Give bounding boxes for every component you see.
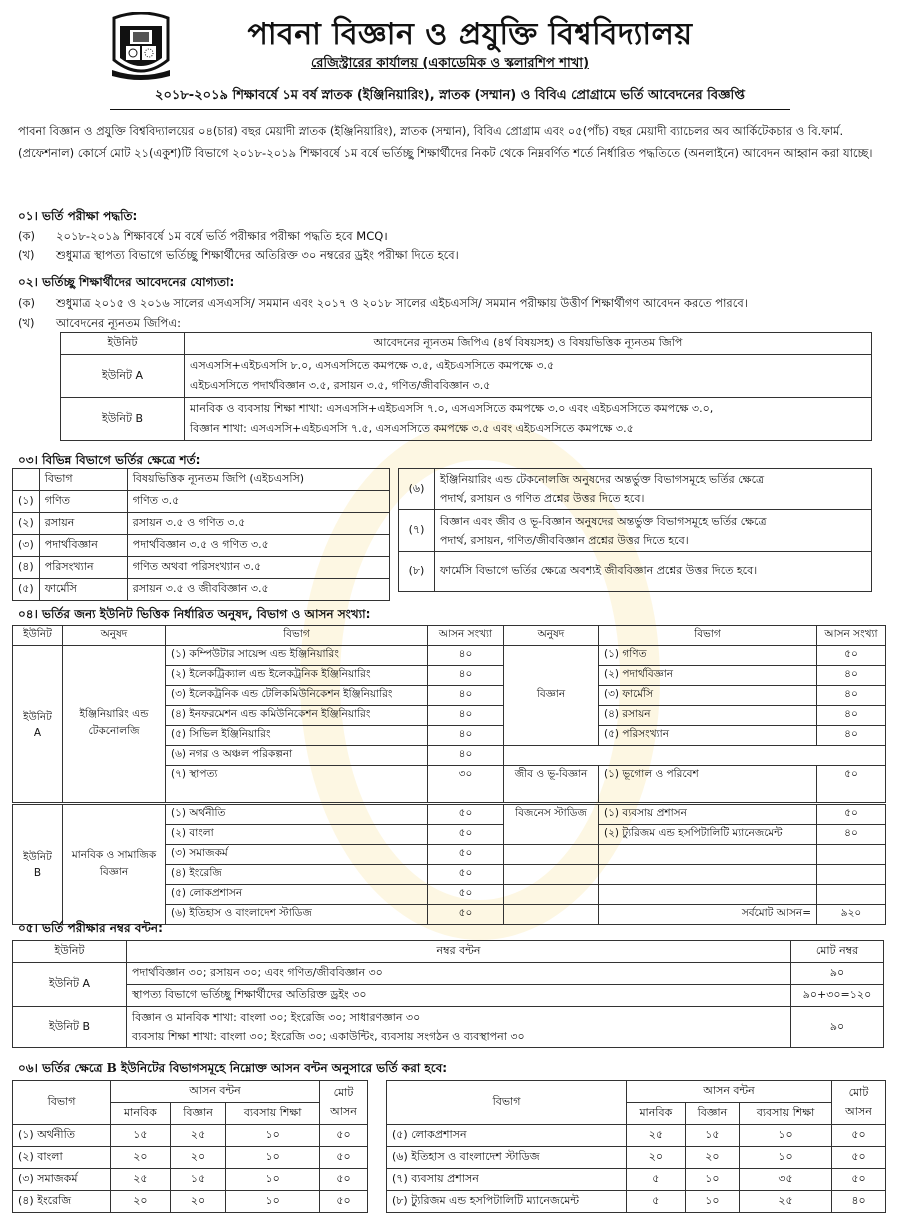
marks-cell: স্থাপত্য বিভাগে ভর্তিচ্ছু শিক্ষার্থীদের অতিরিক্ত ড্রইং ৩০ — [127, 985, 791, 1007]
condition-line: ইঞ্জিনিয়ারিং এন্ড টেকনোলজি অনুষদের অন্তর্ভুক্ত বিভাগসমূহে ভর্তির ক্ষেত্রে — [440, 473, 765, 486]
dept-cell: (২) বাংলা — [13, 1147, 111, 1169]
table-row — [13, 1125, 368, 1147]
table-row — [13, 535, 390, 557]
table-row — [13, 985, 884, 1007]
seat-cell: ৫০ — [428, 865, 504, 885]
marks-cell: পদার্থবিজ্ঞান ৩০; রসায়ন ৩০; এবং গণিত/জীববিজ্ঞান ৩০ — [127, 963, 791, 985]
header-cell: বিজ্ঞান — [170, 1103, 225, 1125]
intro-paragraph: পাবনা বিজ্ঞান ও প্রযুক্তি বিশ্ববিদ্যালয়ের ০৪(চার) বছর মেয়াদী স্নাতক (ইঞ্জিনিয়ারিং), স্নাতক (সম্মান), বিবিএ প্রোগ্রাম এবং ০৫(পাঁচ) বছর মেয়াদী ব্যাচেলর অব আর্কিটেকচার ও বি.ফার্ম. (প্রফেশনাল) কোর্সে মোট ২১(একুশ)টি বিভাগে ২০১৮-২০১৯ শিক্ষাবর্ষে ১ম বর্ষে ভর্তিচ্ছু শিক্ষার্থীদের নিকট থেকে নিম্নবর্ণিত শর্তে নির্ধারিত পদ্ধতিতে (অনলাইনে) আবেদন আহ্বান করা যাচ্ছে। — [18, 124, 873, 160]
dept-cell: রসায়ন — [39, 513, 127, 535]
seat-cell: ৫০ — [817, 804, 886, 825]
dept-cell: (৩) ইলেকট্রনিক এন্ড টেলিকমিউনিকেশন ইঞ্জিনিয়ারিং — [166, 686, 428, 706]
section-1-title: ০১। ভর্তি পরীক্ষা পদ্ধতি: — [18, 209, 138, 223]
seat-cell: ৩০ — [428, 766, 504, 804]
office-subtitle: রেজিস্ট্রারের কার্যালয় (একাডেমিক ও স্কলারশিপ শাখা) — [310, 56, 590, 71]
unit-cell: ইউনিট A — [13, 963, 127, 1007]
section-2-title: ০২। ভর্তিচ্ছু শিক্ষার্থীদের আবেদনের যোগ্যতা: — [18, 275, 235, 289]
total-cell: ৫০ — [320, 1191, 368, 1213]
header-cell: মানবিক — [111, 1103, 171, 1125]
seat-cell: ২৫ — [627, 1125, 686, 1147]
requirement-line: এইচএসসিতে পদার্থবিজ্ঞান ৩.৫, রসায়ন ৩.৫, গণিত/জীববিজ্ঞান ৩.৫ — [190, 379, 491, 392]
seat-cell: ৪০ — [817, 686, 886, 706]
university-title: পাবনা বিজ্ঞান ও প্রযুক্তি বিশ্ববিদ্যালয় — [247, 17, 693, 52]
dept-cell: (৪) ইংরেজি — [166, 865, 428, 885]
dept-cell: (৫) লোকপ্রশাসন — [166, 885, 428, 905]
dept-cell: (৮) ট্যুরিজম এন্ড হসপিটালিটি ম্যানেজমেন্ট — [387, 1191, 627, 1213]
total-cell: ৫০ — [320, 1147, 368, 1169]
row-mark: (১) — [13, 491, 40, 513]
unit-b-allocation-table-right — [386, 1080, 886, 1213]
header-cell — [13, 469, 40, 491]
seat-cell: ৫০ — [428, 845, 504, 865]
dept-cell: (২) পদার্থবিজ্ঞান — [599, 666, 817, 686]
condition-line: পদার্থ, রসায়ন ও গণিত প্রশ্নের উত্তর দিতে হবে। — [440, 492, 645, 505]
table-row — [13, 579, 390, 601]
requirement-line: বিজ্ঞান শাখা: এসএসসি+এইচএসসি ৭.৫, এসএসসিতে কমপক্ষে ৩.৫ এবং এইচএসসিতে কমপক্ষে ৩.৫ — [190, 422, 634, 435]
table-row — [13, 1191, 368, 1213]
total-cell: ৯০+৩০=১২০ — [791, 985, 884, 1007]
table-row — [387, 1125, 886, 1147]
dept-cell: (৫) পরিসংখ্যান — [599, 726, 817, 746]
dept-cell: (৪) রসায়ন — [599, 706, 817, 726]
gpa-table — [60, 332, 872, 441]
row-mark: (৮) — [399, 552, 435, 592]
seat-cell: ২০ — [111, 1147, 171, 1169]
header-cell: বিভাগ — [39, 469, 127, 491]
seat-cell: ১০ — [226, 1191, 320, 1213]
header-cell: আসন বন্টন — [111, 1081, 320, 1103]
table-row — [13, 557, 390, 579]
header-cell: আসন সংখ্যা — [428, 626, 504, 646]
notice-headline: ২০১৮-২০১৯ শিক্ষাবর্ষে ১ম বর্ষ স্নাতক (ইঞ্জিনিয়ারিং), স্নাতক (সম্মান) ও বিবিএ প্রোগ্রামে ভর্তি আবেদনের বিজ্ঞপ্তি — [110, 86, 790, 110]
seat-cell: ৫০ — [428, 825, 504, 845]
seat-cell: ৫ — [627, 1169, 686, 1191]
gp-cell: গণিত ৩.৫ — [127, 491, 389, 513]
dept-cell: (৬) নগর ও অঞ্চল পরিকল্পনা — [166, 746, 428, 766]
seat-cell: ৪০ — [817, 666, 886, 686]
table-row — [399, 552, 872, 592]
row-mark: (৬) — [399, 469, 435, 510]
unit-cell: ইউনিট B — [13, 804, 63, 925]
total-cell: ৯০ — [791, 963, 884, 985]
header-cell: মোট আসন — [832, 1081, 886, 1125]
seat-cell: ২০ — [170, 1147, 225, 1169]
faculty-cell: ইঞ্জিনিয়ারিং এন্ড টেকনোলজি — [63, 646, 166, 804]
gp-cell: রসায়ন ৩.৫ ও গণিত ৩.৫ — [127, 513, 389, 535]
dept-cell: (৭) স্থাপত্য — [166, 766, 428, 804]
seat-cell: ১০ — [226, 1147, 320, 1169]
table-row — [399, 469, 872, 510]
section-5-title: ০৫। ভর্তি পরীক্ষার নম্বর বন্টন: — [18, 921, 163, 935]
table-row — [387, 1147, 886, 1169]
title-part: ইউনিটের বিভাগসমূহে নিম্নোক্ত আসন বন্টন অনুসারে ভর্তি করা হবে: — [116, 1061, 448, 1075]
seat-cell: ২০ — [170, 1191, 225, 1213]
faculty-cell: মানবিক ও সামাজিক বিজ্ঞান — [63, 804, 166, 925]
seat-cell: ৫ — [627, 1191, 686, 1213]
gp-cell: রসায়ন ৩.৫ ও জীববিজ্ঞান ৩.৫ — [127, 579, 389, 601]
gp-cell: পদার্থবিজ্ঞান ৩.৫ ও গণিত ৩.৫ — [127, 535, 389, 557]
dept-cell: (১) কম্পিউটার সায়েন্স এন্ড ইঞ্জিনিয়ারিং — [166, 646, 428, 666]
table-row — [387, 1169, 886, 1191]
total-cell: ৫০ — [832, 1147, 886, 1169]
faculty-cell: বিজনেস স্টাডিজ — [504, 804, 599, 845]
item-mark: (ক) — [18, 229, 36, 243]
unit-cell: ইউনিট A — [61, 355, 185, 398]
title-part: B — [106, 1061, 117, 1075]
dept-cell: (৪) ইনফরমেশন এন্ড কমিউনিকেশন ইঞ্জিনিয়ারিং — [166, 706, 428, 726]
seat-cell: ২৫ — [111, 1169, 171, 1191]
item-text: আবেদনের ন্যূনতম জিপিএ: — [56, 316, 181, 330]
department-gp-table — [12, 468, 390, 601]
section-1-item — [18, 228, 388, 247]
item-mark: (খ) — [18, 248, 35, 262]
total-cell: ৫০ — [320, 1125, 368, 1147]
seat-cell: ৩৫ — [740, 1169, 832, 1191]
header-cell: বিভাগ — [13, 1081, 111, 1125]
seat-cell: ৪০ — [428, 686, 504, 706]
faculty-cell: বিজ্ঞান — [504, 646, 599, 746]
item-text: শুধুমাত্র স্থাপত্য বিভাগে ভর্তিচ্ছু শিক্ষার্থীদের অতিরিক্ত ৩০ নম্বরের ড্রইং পরীক্ষা দিতে হবে। — [56, 248, 459, 262]
dept-cell: (১) অর্থনীতি — [13, 1125, 111, 1147]
seat-cell: ৫০ — [817, 646, 886, 666]
item-text: শুধুমাত্র ২০১৫ ও ২০১৬ সালের এসএসসি/ সমমান এবং ২০১৭ ও ২০১৮ সালের এইচএসসি/ সমমান পরীক্ষায় উত্তীর্ণ শিক্ষার্থীগণ আবেদন করতে পারবে। — [56, 296, 748, 310]
table-row — [13, 963, 884, 985]
item-mark: (ক) — [18, 296, 36, 310]
row-mark: (৭) — [399, 510, 435, 552]
item-text: ২০১৮-২০১৯ শিক্ষাবর্ষে ১ম বর্ষে ভর্তি পরীক্ষার পরীক্ষা পদ্ধতি হবে MCQ। — [56, 229, 388, 243]
table-row — [387, 1191, 886, 1213]
header-cell: আসন বন্টন — [627, 1081, 832, 1103]
header-cell: ইউনিট — [13, 941, 127, 963]
table-row — [61, 398, 872, 441]
header-cell: আবেদনের ন্যূনতম জিপিএ (৪র্থ বিষয়সহ) ও বিষয়ভিত্তিক ন্যূনতম জিপি — [185, 333, 872, 355]
dept-cell: (৩) ফার্মেসি — [599, 686, 817, 706]
seat-cell: ৪০ — [428, 726, 504, 746]
header-cell: বিজ্ঞান — [685, 1103, 739, 1125]
seat-cell: ১০ — [685, 1191, 739, 1213]
dept-cell: (৩) সমাজকর্ম — [13, 1169, 111, 1191]
total-cell: ৪০ — [832, 1191, 886, 1213]
dept-cell: (১) ব্যবসায় প্রশাসন — [599, 804, 817, 825]
seat-cell: ২৫ — [740, 1191, 832, 1213]
seat-cell: ১৫ — [111, 1125, 171, 1147]
seat-cell: ১৫ — [170, 1169, 225, 1191]
seat-cell: ২০ — [111, 1191, 171, 1213]
seat-cell: ৫০ — [428, 885, 504, 905]
header-cell: ব্যবসায় শিক্ষা — [226, 1103, 320, 1125]
header — [0, 0, 900, 108]
gp-cell: গণিত অথবা পরিসংখ্যান ৩.৫ — [127, 557, 389, 579]
row-mark: (৩) — [13, 535, 40, 557]
header-cell: মানবিক — [627, 1103, 686, 1125]
unit-cell: ইউনিট A — [13, 646, 63, 804]
seat-table — [12, 625, 886, 925]
table-row — [13, 804, 886, 825]
total-cell: ৫০ — [832, 1125, 886, 1147]
dept-cell: (৩) সমাজকর্ম — [166, 845, 428, 865]
section-4-title: ০৪। ভর্তির জন্য ইউনিট ভিত্তিক নির্ধারিত অনুষদ, বিভাগ ও আসন সংখ্যা: — [18, 607, 371, 621]
header-cell: বিভাগ — [599, 626, 817, 646]
seat-cell: ৫০ — [817, 766, 886, 804]
title-part: ০৬। ভর্তির ক্ষেত্রে — [18, 1061, 107, 1075]
dept-cell: ফার্মেসি — [39, 579, 127, 601]
header-cell: মোট আসন — [320, 1081, 368, 1125]
table-row — [13, 1007, 884, 1048]
item-mark: (খ) — [18, 316, 35, 330]
table-row — [13, 513, 390, 535]
seat-cell: ৫০ — [428, 804, 504, 825]
dept-cell: (২) ট্যুরিজম এন্ড হসপিটালিটি ম্যানেজমেন্ট — [599, 825, 817, 845]
seat-cell: ৪০ — [817, 726, 886, 746]
total-label: সর্বমোট আসন= — [599, 905, 817, 925]
dept-cell: (৬) ইতিহাস ও বাংলাদেশ স্টাডিজ — [166, 905, 428, 925]
dept-cell: (১) গণিত — [599, 646, 817, 666]
dept-cell: (৫) সিভিল ইঞ্জিনিয়ারিং — [166, 726, 428, 746]
total-cell: ৫০ — [832, 1169, 886, 1191]
seat-cell: ৪০ — [428, 666, 504, 686]
header-cell: ব্যবসায় শিক্ষা — [740, 1103, 832, 1125]
department-conditions-table — [398, 468, 872, 592]
section-6-title — [18, 1060, 447, 1080]
unit-cell: ইউনিট B — [13, 1007, 127, 1048]
unit-cell: ইউনিট B — [61, 398, 185, 441]
header-cell: বিভাগ — [166, 626, 428, 646]
header-cell: বিভাগ — [387, 1081, 627, 1125]
requirement-line: মানবিক ও ব্যবসায় শিক্ষা শাখা: এসএসসি+এইচএসসি ৭.০, এসএসসিতে কমপক্ষে ৩.০ এবং এইচএসসিতে কমপক্ষে ৩.০, — [190, 402, 714, 415]
seat-cell: ১০ — [685, 1169, 739, 1191]
section-1-item — [18, 247, 459, 266]
header-cell: বিষয়ভিত্তিক ন্যূনতম জিপি (এইচএসসি) — [127, 469, 389, 491]
seat-cell: ১০ — [740, 1147, 832, 1169]
total-cell: ৯০ — [791, 1007, 884, 1048]
university-seal-icon — [110, 12, 172, 82]
header-cell: ইউনিট — [61, 333, 185, 355]
seat-cell: ৪০ — [428, 706, 504, 726]
row-mark: (৫) — [13, 579, 40, 601]
dept-cell: (২) ইলেকট্রিক্যাল এন্ড ইলেকট্রনিক ইঞ্জিনিয়ারিং — [166, 666, 428, 686]
marks-table — [12, 940, 884, 1048]
seat-cell: ১৫ — [685, 1125, 739, 1147]
seat-cell: ৪০ — [428, 646, 504, 666]
dept-cell: (৭) ব্যবসায় প্রশাসন — [387, 1169, 627, 1191]
header-cell: নম্বর বন্টন — [127, 941, 791, 963]
seat-cell: ৫০ — [428, 905, 504, 925]
header-cell: আসন সংখ্যা — [817, 626, 886, 646]
section-3-title: ০৩। বিভিন্ন বিভাগে ভর্তির ক্ষেত্রে শর্ত: — [18, 453, 201, 467]
requirement-line: এসএসসি+এইচএসসি ৮.০, এসএসসিতে কমপক্ষে ৩.৫, এইচএসসিতে কমপক্ষে ৩.৫ — [190, 359, 555, 372]
seat-cell: ১০ — [740, 1125, 832, 1147]
empty-cell — [504, 746, 886, 766]
dept-cell: (৫) লোকপ্রশাসন — [387, 1125, 627, 1147]
faculty-cell: জীব ও ভূ-বিজ্ঞান — [504, 766, 599, 804]
total-cell: ৫০ — [320, 1169, 368, 1191]
table-row — [13, 1147, 368, 1169]
dept-cell: (১) ভূগোল ও পরিবেশ — [599, 766, 817, 804]
seat-cell: ৪০ — [817, 825, 886, 845]
seat-cell: ২০ — [685, 1147, 739, 1169]
header-cell: অনুষদ — [63, 626, 166, 646]
table-row — [399, 510, 872, 552]
seat-cell: ২০ — [627, 1147, 686, 1169]
dept-cell: পদার্থবিজ্ঞান — [39, 535, 127, 557]
table-row — [13, 491, 390, 513]
marks-line: বিজ্ঞান ও মানবিক শাখা: বাংলা ৩০; ইংরেজি ৩০; সাধারণজ্ঞান ৩০ — [132, 1011, 421, 1024]
seat-cell: ১০ — [226, 1169, 320, 1191]
condition-line: পদার্থ, রসায়ন, গণিত/জীববিজ্ঞান প্রশ্নের উত্তর দিতে হবে। — [440, 533, 689, 547]
condition-line: ফার্মেসি বিভাগে ভর্তির ক্ষেত্রে অবশ্যই জীববিজ্ঞান প্রশ্নের উত্তর দিতে হবে। — [435, 552, 872, 592]
table-row — [61, 355, 872, 398]
seat-cell: ৪০ — [817, 706, 886, 726]
header-cell: মোট নম্বর — [791, 941, 884, 963]
dept-cell: (৬) ইতিহাস ও বাংলাদেশ স্টাডিজ — [387, 1147, 627, 1169]
dept-cell: গণিত — [39, 491, 127, 513]
marks-line: ব্যবসায় শিক্ষা শাখা: বাংলা ৩০; ইংরেজি ৩০; একাউন্টিং, ব্যবসায় সংগঠন ও ব্যবস্থাপনা ৩০ — [132, 1030, 525, 1043]
seat-cell: ৪০ — [428, 746, 504, 766]
table-row — [13, 646, 886, 666]
dept-cell: (৪) ইংরেজি — [13, 1191, 111, 1213]
dept-cell: (১) অর্থনীতি — [166, 804, 428, 825]
row-mark: (২) — [13, 513, 40, 535]
unit-b-allocation-table-left — [12, 1080, 368, 1213]
seat-cell: ১০ — [226, 1125, 320, 1147]
seat-cell: ২৫ — [170, 1125, 225, 1147]
total-value: ৯২০ — [817, 905, 886, 925]
dept-cell: পরিসংখ্যান — [39, 557, 127, 579]
header-cell: অনুষদ — [504, 626, 599, 646]
row-mark: (৪) — [13, 557, 40, 579]
header-cell: ইউনিট — [13, 626, 63, 646]
section-2-item — [18, 295, 748, 314]
table-row — [13, 1169, 368, 1191]
condition-line: বিজ্ঞান এবং জীব ও ভূ-বিজ্ঞান অনুষদের অন্তর্ভুক্ত বিভাগসমূহে ভর্তির ক্ষেত্রে — [440, 514, 767, 528]
dept-cell: (২) বাংলা — [166, 825, 428, 845]
